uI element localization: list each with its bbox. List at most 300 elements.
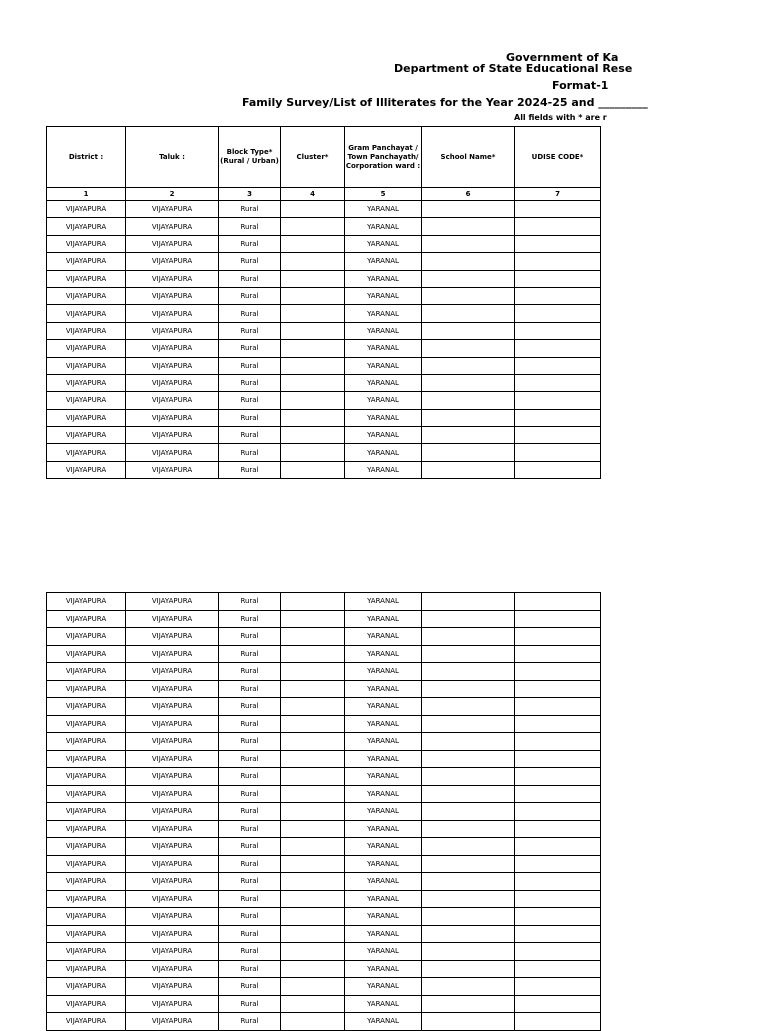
block-type-cell[interactable]: Rural: [219, 943, 281, 961]
block-type-cell[interactable]: Rural: [219, 287, 281, 304]
taluk-cell[interactable]: VIJAYAPURA: [126, 610, 219, 628]
panchayat-cell[interactable]: YARANAL: [345, 943, 422, 961]
udise-code-cell[interactable]: [515, 235, 601, 252]
taluk-cell[interactable]: VIJAYAPURA: [126, 218, 219, 235]
block-type-cell[interactable]: Rural: [219, 768, 281, 786]
district-cell[interactable]: VIJAYAPURA: [47, 820, 126, 838]
udise-code-cell[interactable]: [515, 374, 601, 391]
block-type-cell[interactable]: Rural: [219, 960, 281, 978]
panchayat-cell[interactable]: YARANAL: [345, 978, 422, 996]
cluster-cell[interactable]: [281, 803, 345, 821]
cluster-cell[interactable]: [281, 890, 345, 908]
school-name-cell[interactable]: [422, 340, 515, 357]
udise-code-cell[interactable]: [515, 322, 601, 339]
school-name-cell[interactable]: [422, 392, 515, 409]
block-type-cell[interactable]: Rural: [219, 235, 281, 252]
school-name-cell[interactable]: [422, 357, 515, 374]
district-cell[interactable]: VIJAYAPURA: [47, 908, 126, 926]
taluk-cell[interactable]: VIJAYAPURA: [126, 838, 219, 856]
school-name-cell[interactable]: [422, 873, 515, 891]
column-header-district: District :: [47, 127, 126, 188]
school-name-cell[interactable]: [422, 287, 515, 304]
school-name-cell[interactable]: [422, 995, 515, 1013]
school-name-cell[interactable]: [422, 978, 515, 996]
school-name-cell[interactable]: [422, 645, 515, 663]
taluk-cell[interactable]: VIJAYAPURA: [126, 715, 219, 733]
taluk-cell[interactable]: VIJAYAPURA: [126, 461, 219, 478]
cluster-cell[interactable]: [281, 593, 345, 611]
school-name-cell[interactable]: [422, 610, 515, 628]
district-cell[interactable]: VIJAYAPURA: [47, 357, 126, 374]
district-cell[interactable]: VIJAYAPURA: [47, 715, 126, 733]
cluster-cell[interactable]: [281, 838, 345, 856]
panchayat-cell[interactable]: YARANAL: [345, 663, 422, 681]
panchayat-cell[interactable]: YARANAL: [345, 218, 422, 235]
school-name-cell[interactable]: [422, 218, 515, 235]
cluster-cell[interactable]: [281, 253, 345, 270]
block-type-cell[interactable]: Rural: [219, 427, 281, 444]
taluk-cell[interactable]: VIJAYAPURA: [126, 409, 219, 426]
district-cell[interactable]: VIJAYAPURA: [47, 750, 126, 768]
block-type-cell[interactable]: Rural: [219, 873, 281, 891]
cluster-cell[interactable]: [281, 663, 345, 681]
cluster-cell[interactable]: [281, 409, 345, 426]
district-cell[interactable]: VIJAYAPURA: [47, 201, 126, 218]
cluster-cell[interactable]: [281, 305, 345, 322]
taluk-cell[interactable]: VIJAYAPURA: [126, 698, 219, 716]
panchayat-cell[interactable]: YARANAL: [345, 628, 422, 646]
panchayat-cell[interactable]: YARANAL: [345, 253, 422, 270]
block-type-cell[interactable]: Rural: [219, 409, 281, 426]
taluk-cell[interactable]: VIJAYAPURA: [126, 873, 219, 891]
panchayat-cell[interactable]: YARANAL: [345, 610, 422, 628]
school-name-cell[interactable]: [422, 374, 515, 391]
panchayat-cell[interactable]: YARANAL: [345, 873, 422, 891]
school-name-cell[interactable]: [422, 680, 515, 698]
panchayat-cell[interactable]: YARANAL: [345, 461, 422, 478]
panchayat-cell[interactable]: YARANAL: [345, 340, 422, 357]
district-cell[interactable]: VIJAYAPURA: [47, 873, 126, 891]
district-cell[interactable]: VIJAYAPURA: [47, 698, 126, 716]
block-type-cell[interactable]: Rural: [219, 715, 281, 733]
udise-code-cell[interactable]: [515, 305, 601, 322]
district-cell[interactable]: VIJAYAPURA: [47, 838, 126, 856]
cluster-cell[interactable]: [281, 698, 345, 716]
cluster-cell[interactable]: [281, 270, 345, 287]
cluster-cell[interactable]: [281, 628, 345, 646]
taluk-cell[interactable]: VIJAYAPURA: [126, 925, 219, 943]
school-name-cell[interactable]: [422, 855, 515, 873]
block-type-cell[interactable]: Rural: [219, 855, 281, 873]
column-number: 2: [126, 188, 219, 201]
panchayat-cell[interactable]: YARANAL: [345, 374, 422, 391]
udise-code-cell[interactable]: [515, 803, 601, 821]
block-type-cell[interactable]: Rural: [219, 645, 281, 663]
cluster-cell[interactable]: [281, 715, 345, 733]
panchayat-cell[interactable]: YARANAL: [345, 357, 422, 374]
taluk-cell[interactable]: VIJAYAPURA: [126, 663, 219, 681]
block-type-cell[interactable]: Rural: [219, 628, 281, 646]
panchayat-cell[interactable]: YARANAL: [345, 392, 422, 409]
block-type-cell[interactable]: Rural: [219, 610, 281, 628]
taluk-cell[interactable]: VIJAYAPURA: [126, 392, 219, 409]
district-cell[interactable]: VIJAYAPURA: [47, 340, 126, 357]
block-type-cell[interactable]: Rural: [219, 444, 281, 461]
district-cell[interactable]: VIJAYAPURA: [47, 1013, 126, 1031]
udise-code-cell[interactable]: [515, 444, 601, 461]
cluster-cell[interactable]: [281, 820, 345, 838]
school-name-cell[interactable]: [422, 1013, 515, 1031]
table-row: [47, 305, 601, 322]
cluster-cell[interactable]: [281, 995, 345, 1013]
district-cell[interactable]: VIJAYAPURA: [47, 392, 126, 409]
taluk-cell[interactable]: VIJAYAPURA: [126, 803, 219, 821]
panchayat-cell[interactable]: YARANAL: [345, 768, 422, 786]
table-row: [47, 960, 601, 978]
panchayat-cell[interactable]: YARANAL: [345, 409, 422, 426]
district-cell[interactable]: VIJAYAPURA: [47, 803, 126, 821]
udise-code-cell[interactable]: [515, 820, 601, 838]
panchayat-cell[interactable]: YARANAL: [345, 890, 422, 908]
district-cell[interactable]: VIJAYAPURA: [47, 890, 126, 908]
block-type-cell[interactable]: Rural: [219, 461, 281, 478]
taluk-cell[interactable]: VIJAYAPURA: [126, 305, 219, 322]
udise-code-cell[interactable]: [515, 218, 601, 235]
taluk-cell[interactable]: VIJAYAPURA: [126, 593, 219, 611]
udise-code-cell[interactable]: [515, 270, 601, 287]
cluster-cell[interactable]: [281, 235, 345, 252]
cluster-cell[interactable]: [281, 925, 345, 943]
school-name-cell[interactable]: [422, 253, 515, 270]
block-type-cell[interactable]: Rural: [219, 803, 281, 821]
district-cell[interactable]: VIJAYAPURA: [47, 593, 126, 611]
udise-code-cell[interactable]: [515, 838, 601, 856]
school-name-cell[interactable]: [422, 270, 515, 287]
panchayat-cell[interactable]: YARANAL: [345, 908, 422, 926]
district-cell[interactable]: VIJAYAPURA: [47, 995, 126, 1013]
school-name-cell[interactable]: [422, 838, 515, 856]
block-type-cell[interactable]: Rural: [219, 392, 281, 409]
cluster-cell[interactable]: [281, 680, 345, 698]
udise-code-cell[interactable]: [515, 698, 601, 716]
taluk-cell[interactable]: VIJAYAPURA: [126, 628, 219, 646]
cluster-cell[interactable]: [281, 768, 345, 786]
district-cell[interactable]: VIJAYAPURA: [47, 461, 126, 478]
block-type-cell[interactable]: Rural: [219, 270, 281, 287]
cluster-cell[interactable]: [281, 322, 345, 339]
udise-code-cell[interactable]: [515, 628, 601, 646]
cluster-cell[interactable]: [281, 218, 345, 235]
panchayat-cell[interactable]: YARANAL: [345, 322, 422, 339]
block-type-cell[interactable]: Rural: [219, 820, 281, 838]
table-row: [47, 908, 601, 926]
taluk-cell[interactable]: VIJAYAPURA: [126, 960, 219, 978]
block-type-cell[interactable]: Rural: [219, 663, 281, 681]
taluk-cell[interactable]: VIJAYAPURA: [126, 890, 219, 908]
school-name-cell[interactable]: [422, 322, 515, 339]
panchayat-cell[interactable]: YARANAL: [345, 838, 422, 856]
school-name-cell[interactable]: [422, 943, 515, 961]
district-cell[interactable]: VIJAYAPURA: [47, 925, 126, 943]
block-type-cell[interactable]: Rural: [219, 305, 281, 322]
table-row: [47, 715, 601, 733]
taluk-cell[interactable]: VIJAYAPURA: [126, 235, 219, 252]
taluk-cell[interactable]: VIJAYAPURA: [126, 978, 219, 996]
district-cell[interactable]: VIJAYAPURA: [47, 253, 126, 270]
block-type-cell[interactable]: Rural: [219, 995, 281, 1013]
udise-code-cell[interactable]: [515, 663, 601, 681]
block-type-cell[interactable]: Rural: [219, 1013, 281, 1031]
school-name-cell[interactable]: [422, 698, 515, 716]
district-cell[interactable]: VIJAYAPURA: [47, 978, 126, 996]
taluk-cell[interactable]: VIJAYAPURA: [126, 427, 219, 444]
panchayat-cell[interactable]: YARANAL: [345, 235, 422, 252]
district-cell[interactable]: VIJAYAPURA: [47, 855, 126, 873]
school-name-cell[interactable]: [422, 908, 515, 926]
block-type-cell[interactable]: Rural: [219, 733, 281, 751]
district-cell[interactable]: VIJAYAPURA: [47, 663, 126, 681]
block-type-cell[interactable]: Rural: [219, 785, 281, 803]
panchayat-cell[interactable]: YARANAL: [345, 715, 422, 733]
cluster-cell[interactable]: [281, 750, 345, 768]
school-name-cell[interactable]: [422, 750, 515, 768]
taluk-cell[interactable]: VIJAYAPURA: [126, 201, 219, 218]
panchayat-cell[interactable]: YARANAL: [345, 750, 422, 768]
panchayat-cell[interactable]: YARANAL: [345, 287, 422, 304]
udise-code-cell[interactable]: [515, 750, 601, 768]
district-cell[interactable]: VIJAYAPURA: [47, 409, 126, 426]
cluster-cell[interactable]: [281, 960, 345, 978]
panchayat-cell[interactable]: YARANAL: [345, 698, 422, 716]
column-number-row: [47, 188, 601, 201]
taluk-cell[interactable]: VIJAYAPURA: [126, 908, 219, 926]
panchayat-cell[interactable]: YARANAL: [345, 680, 422, 698]
cluster-cell[interactable]: [281, 1013, 345, 1031]
block-type-cell[interactable]: Rural: [219, 322, 281, 339]
school-name-cell[interactable]: [422, 409, 515, 426]
block-type-cell[interactable]: Rural: [219, 253, 281, 270]
district-cell[interactable]: VIJAYAPURA: [47, 645, 126, 663]
udise-code-cell[interactable]: [515, 201, 601, 218]
district-cell[interactable]: VIJAYAPURA: [47, 218, 126, 235]
cluster-cell[interactable]: [281, 444, 345, 461]
cluster-cell[interactable]: [281, 201, 345, 218]
cluster-cell[interactable]: [281, 943, 345, 961]
school-name-cell[interactable]: [422, 925, 515, 943]
taluk-cell[interactable]: VIJAYAPURA: [126, 680, 219, 698]
cluster-cell[interactable]: [281, 733, 345, 751]
udise-code-cell[interactable]: [515, 908, 601, 926]
panchayat-cell[interactable]: YARANAL: [345, 733, 422, 751]
block-type-cell[interactable]: Rural: [219, 698, 281, 716]
block-type-cell[interactable]: Rural: [219, 340, 281, 357]
taluk-cell[interactable]: VIJAYAPURA: [126, 785, 219, 803]
block-type-cell[interactable]: Rural: [219, 978, 281, 996]
taluk-cell[interactable]: VIJAYAPURA: [126, 750, 219, 768]
block-type-cell[interactable]: Rural: [219, 374, 281, 391]
taluk-cell[interactable]: VIJAYAPURA: [126, 357, 219, 374]
udise-code-cell[interactable]: [515, 890, 601, 908]
school-name-cell[interactable]: [422, 715, 515, 733]
taluk-cell[interactable]: VIJAYAPURA: [126, 820, 219, 838]
panchayat-cell[interactable]: YARANAL: [345, 820, 422, 838]
udise-code-cell[interactable]: [515, 785, 601, 803]
survey-table-bottom: [46, 592, 601, 1031]
udise-code-cell[interactable]: [515, 715, 601, 733]
district-cell[interactable]: VIJAYAPURA: [47, 785, 126, 803]
cluster-cell[interactable]: [281, 785, 345, 803]
udise-code-cell[interactable]: [515, 1013, 601, 1031]
district-cell[interactable]: VIJAYAPURA: [47, 322, 126, 339]
udise-code-cell[interactable]: [515, 287, 601, 304]
cluster-cell[interactable]: [281, 461, 345, 478]
udise-code-cell[interactable]: [515, 873, 601, 891]
panchayat-cell[interactable]: YARANAL: [345, 925, 422, 943]
school-name-cell[interactable]: [422, 427, 515, 444]
cluster-cell[interactable]: [281, 908, 345, 926]
udise-code-cell[interactable]: [515, 943, 601, 961]
district-cell[interactable]: VIJAYAPURA: [47, 768, 126, 786]
taluk-cell[interactable]: VIJAYAPURA: [126, 253, 219, 270]
district-cell[interactable]: VIJAYAPURA: [47, 270, 126, 287]
school-name-cell[interactable]: [422, 960, 515, 978]
taluk-cell[interactable]: VIJAYAPURA: [126, 270, 219, 287]
panchayat-cell[interactable]: YARANAL: [345, 785, 422, 803]
udise-code-cell[interactable]: [515, 340, 601, 357]
udise-code-cell[interactable]: [515, 610, 601, 628]
udise-code-cell[interactable]: [515, 645, 601, 663]
panchayat-cell[interactable]: YARANAL: [345, 995, 422, 1013]
udise-code-cell[interactable]: [515, 253, 601, 270]
udise-code-cell[interactable]: [515, 593, 601, 611]
taluk-cell[interactable]: VIJAYAPURA: [126, 287, 219, 304]
taluk-cell[interactable]: VIJAYAPURA: [126, 733, 219, 751]
block-type-cell[interactable]: Rural: [219, 680, 281, 698]
school-name-cell[interactable]: [422, 768, 515, 786]
udise-code-cell[interactable]: [515, 409, 601, 426]
district-cell[interactable]: VIJAYAPURA: [47, 610, 126, 628]
udise-code-cell[interactable]: [515, 925, 601, 943]
taluk-cell[interactable]: VIJAYAPURA: [126, 1013, 219, 1031]
udise-code-cell[interactable]: [515, 427, 601, 444]
panchayat-cell[interactable]: YARANAL: [345, 960, 422, 978]
cluster-cell[interactable]: [281, 873, 345, 891]
taluk-cell[interactable]: VIJAYAPURA: [126, 322, 219, 339]
taluk-cell[interactable]: VIJAYAPURA: [126, 444, 219, 461]
district-cell[interactable]: VIJAYAPURA: [47, 943, 126, 961]
school-name-cell[interactable]: [422, 444, 515, 461]
panchayat-cell[interactable]: YARANAL: [345, 645, 422, 663]
block-type-cell[interactable]: Rural: [219, 750, 281, 768]
school-name-cell[interactable]: [422, 235, 515, 252]
udise-code-cell[interactable]: [515, 960, 601, 978]
panchayat-cell[interactable]: YARANAL: [345, 803, 422, 821]
district-cell[interactable]: VIJAYAPURA: [47, 444, 126, 461]
school-name-cell[interactable]: [422, 803, 515, 821]
school-name-cell[interactable]: [422, 461, 515, 478]
udise-code-cell[interactable]: [515, 995, 601, 1013]
udise-code-cell[interactable]: [515, 461, 601, 478]
block-type-cell[interactable]: Rural: [219, 890, 281, 908]
school-name-cell[interactable]: [422, 820, 515, 838]
district-cell[interactable]: VIJAYAPURA: [47, 374, 126, 391]
district-cell[interactable]: VIJAYAPURA: [47, 235, 126, 252]
taluk-cell[interactable]: VIJAYAPURA: [126, 374, 219, 391]
panchayat-cell[interactable]: YARANAL: [345, 593, 422, 611]
school-name-cell[interactable]: [422, 628, 515, 646]
cluster-cell[interactable]: [281, 645, 345, 663]
cluster-cell[interactable]: [281, 427, 345, 444]
taluk-cell[interactable]: VIJAYAPURA: [126, 768, 219, 786]
panchayat-cell[interactable]: YARANAL: [345, 1013, 422, 1031]
column-header-udise-code: UDISE CODE*: [515, 127, 601, 188]
block-type-cell[interactable]: Rural: [219, 908, 281, 926]
school-name-cell[interactable]: [422, 785, 515, 803]
district-cell[interactable]: VIJAYAPURA: [47, 628, 126, 646]
cluster-cell[interactable]: [281, 340, 345, 357]
panchayat-cell[interactable]: YARANAL: [345, 305, 422, 322]
cluster-cell[interactable]: [281, 978, 345, 996]
taluk-cell[interactable]: VIJAYAPURA: [126, 995, 219, 1013]
udise-code-cell[interactable]: [515, 680, 601, 698]
table-row: [47, 427, 601, 444]
taluk-cell[interactable]: VIJAYAPURA: [126, 340, 219, 357]
block-type-cell[interactable]: Rural: [219, 593, 281, 611]
cluster-cell[interactable]: [281, 374, 345, 391]
block-type-cell[interactable]: Rural: [219, 201, 281, 218]
panchayat-cell[interactable]: YARANAL: [345, 444, 422, 461]
taluk-cell[interactable]: VIJAYAPURA: [126, 645, 219, 663]
panchayat-cell[interactable]: YARANAL: [345, 201, 422, 218]
table-row: [47, 995, 601, 1013]
panchayat-cell[interactable]: YARANAL: [345, 855, 422, 873]
udise-code-cell[interactable]: [515, 978, 601, 996]
district-cell[interactable]: VIJAYAPURA: [47, 305, 126, 322]
panchayat-cell[interactable]: YARANAL: [345, 427, 422, 444]
school-name-cell[interactable]: [422, 201, 515, 218]
udise-code-cell[interactable]: [515, 392, 601, 409]
udise-code-cell[interactable]: [515, 855, 601, 873]
cluster-cell[interactable]: [281, 357, 345, 374]
district-cell[interactable]: VIJAYAPURA: [47, 680, 126, 698]
block-type-cell[interactable]: Rural: [219, 218, 281, 235]
block-type-cell[interactable]: Rural: [219, 357, 281, 374]
panchayat-cell[interactable]: YARANAL: [345, 270, 422, 287]
taluk-cell[interactable]: VIJAYAPURA: [126, 943, 219, 961]
udise-code-cell[interactable]: [515, 733, 601, 751]
table-row: [47, 628, 601, 646]
cluster-cell[interactable]: [281, 287, 345, 304]
district-cell[interactable]: VIJAYAPURA: [47, 960, 126, 978]
udise-code-cell[interactable]: [515, 768, 601, 786]
cluster-cell[interactable]: [281, 392, 345, 409]
cluster-cell[interactable]: [281, 610, 345, 628]
district-cell[interactable]: VIJAYAPURA: [47, 733, 126, 751]
table-row: [47, 593, 601, 611]
taluk-cell[interactable]: VIJAYAPURA: [126, 855, 219, 873]
school-name-cell[interactable]: [422, 593, 515, 611]
cluster-cell[interactable]: [281, 855, 345, 873]
udise-code-cell[interactable]: [515, 357, 601, 374]
school-name-cell[interactable]: [422, 305, 515, 322]
district-cell[interactable]: VIJAYAPURA: [47, 287, 126, 304]
block-type-cell[interactable]: Rural: [219, 838, 281, 856]
block-type-cell[interactable]: Rural: [219, 925, 281, 943]
school-name-cell[interactable]: [422, 733, 515, 751]
school-name-cell[interactable]: [422, 663, 515, 681]
school-name-cell[interactable]: [422, 890, 515, 908]
district-cell[interactable]: VIJAYAPURA: [47, 427, 126, 444]
